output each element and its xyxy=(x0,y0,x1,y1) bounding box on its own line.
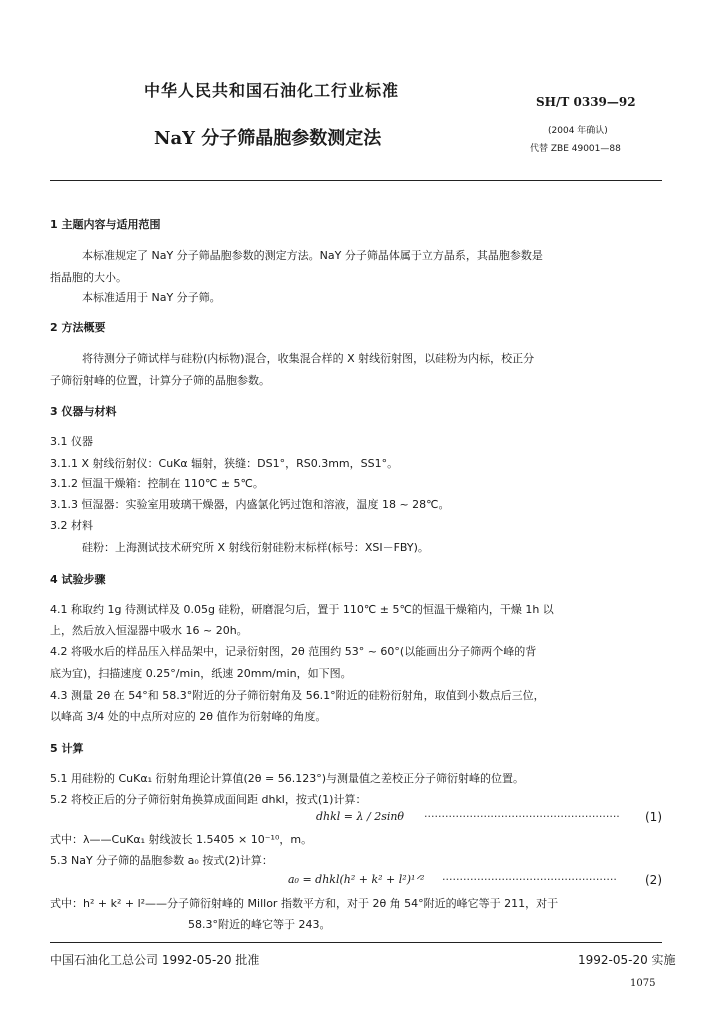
clause-3-2: 3.2 材料 xyxy=(50,519,93,532)
equation-2: a₀ = dhkl(h² + k² + l²)¹ᐟ² xyxy=(288,873,425,886)
section-1-paragraph-cont: 指晶胞的大小。 xyxy=(50,271,127,284)
clause-4-2-cont: 底为宜)，扫描速度 0.25°/min，纸速 20mm/min，如下图。 xyxy=(50,667,352,680)
clause-3-1-2: 3.1.2 恒温干燥箱：控制在 110℃ ± 5℃。 xyxy=(50,477,264,490)
clause-4-1-cont: 上，然后放入恒湿器中吸水 16 ~ 20h。 xyxy=(50,624,248,637)
standard-number: SH/T 0339—92 xyxy=(536,95,636,109)
clause-4-2: 4.2 将吸水后的样品压入样品架中，记录衍射图，2θ 范围约 53° ~ 60°(以能画出分子筛两个峰的背 xyxy=(50,645,537,658)
clause-3-1-3: 3.1.3 恒湿器：实验室用玻璃干燥器，内盛氯化钙过饱和溶液，温度 18 ~ 28℃。 xyxy=(50,498,450,511)
equation-2-where: 式中：h² + k² + l²——分子筛衍射峰的 Millor 指数平方和，对于 2θ 角 54°附近的峰它等于 211，对于 xyxy=(50,897,559,910)
implementation-date: 1992-05-20 实施 xyxy=(578,953,676,967)
section-2-paragraph: 将待测分子筛试样与硅粉(内标物)混合，收集混合样的 X 射线衍射图，以硅粉为内标，校正分 xyxy=(82,352,535,365)
section-2-heading: 2 方法概要 xyxy=(50,321,106,334)
equation-2-where-cont: 58.3°附近的峰它等于 243。 xyxy=(188,918,331,931)
section-2-paragraph-cont: 子筛衍射峰的位置，计算分子筛的晶胞参数。 xyxy=(50,374,270,387)
approval-note: 中国石油化工总公司 1992-05-20 批准 xyxy=(50,953,260,967)
clause-5-3: 5.3 NaY 分子筛的晶胞参数 a₀ 按式(2)计算： xyxy=(50,854,273,867)
equation-2-leader: ·················································· xyxy=(442,873,617,886)
section-1-paragraph: 本标准规定了 NaY 分子筛晶胞参数的测定方法。NaY 分子筛晶体属于立方晶系，其晶胞参数是 xyxy=(82,249,543,262)
replaces-standard: 代替 ZBE 49001—88 xyxy=(530,144,621,154)
document-title: NaY 分子筛晶胞参数测定法 xyxy=(154,128,382,149)
clause-3-2-text: 硅粉：上海测试技术研究所 X 射线衍射硅粉末标样(标号：XSI－FBY)。 xyxy=(82,541,429,554)
clause-3-1: 3.1 仪器 xyxy=(50,435,93,448)
clause-4-3: 4.3 测量 2θ 在 54°和 58.3°附近的分子筛衍射角及 56.1°附近的硅粉衍射角，取值到小数点后三位， xyxy=(50,689,545,702)
clause-4-3-cont: 以峰高 3/4 处的中点所对应的 2θ 值作为衍射峰的角度。 xyxy=(50,710,327,723)
equation-1: dhkl = λ / 2sinθ xyxy=(316,810,405,823)
clause-5-2: 5.2 将校正后的分子筛衍射角换算成面间距 dhkl，按式(1)计算： xyxy=(50,793,367,806)
header-divider xyxy=(50,180,662,181)
equation-1-number: (1) xyxy=(645,810,662,824)
section-4-heading: 4 试验步骤 xyxy=(50,573,106,586)
equation-2-number: (2) xyxy=(645,873,662,887)
equation-1-where: 式中：λ——CuKα₁ 射线波长 1.5405 × 10⁻¹⁰，m。 xyxy=(50,833,313,846)
section-5-heading: 5 计算 xyxy=(50,742,84,755)
clause-4-1: 4.1 称取约 1g 待测试样及 0.05g 硅粉，研磨混匀后，置于 110℃ ± 5℃的恒温干燥箱内，干燥 1h 以 xyxy=(50,603,554,616)
equation-1-leader: ························································ xyxy=(424,810,620,823)
section-3-heading: 3 仪器与材料 xyxy=(50,405,117,418)
section-1-scope: 本标准适用于 NaY 分子筛。 xyxy=(82,291,221,304)
confirmation-year: (2004 年确认) xyxy=(548,126,608,136)
footer-divider xyxy=(50,942,662,943)
clause-3-1-1: 3.1.1 X 射线衍射仪：CuKα 辐射，狭缝：DS1°，RS0.3mm，SS1°。 xyxy=(50,457,399,470)
clause-5-1: 5.1 用硅粉的 CuKα₁ 衍射角理论计算值(2θ = 56.123°)与测量值之差校正分子筛衍射峰的位置。 xyxy=(50,772,525,785)
section-1-heading: 1 主题内容与适用范围 xyxy=(50,218,161,231)
issuing-organization: 中华人民共和国石油化工行业标准 xyxy=(144,81,400,100)
page-number: 1075 xyxy=(630,978,656,989)
